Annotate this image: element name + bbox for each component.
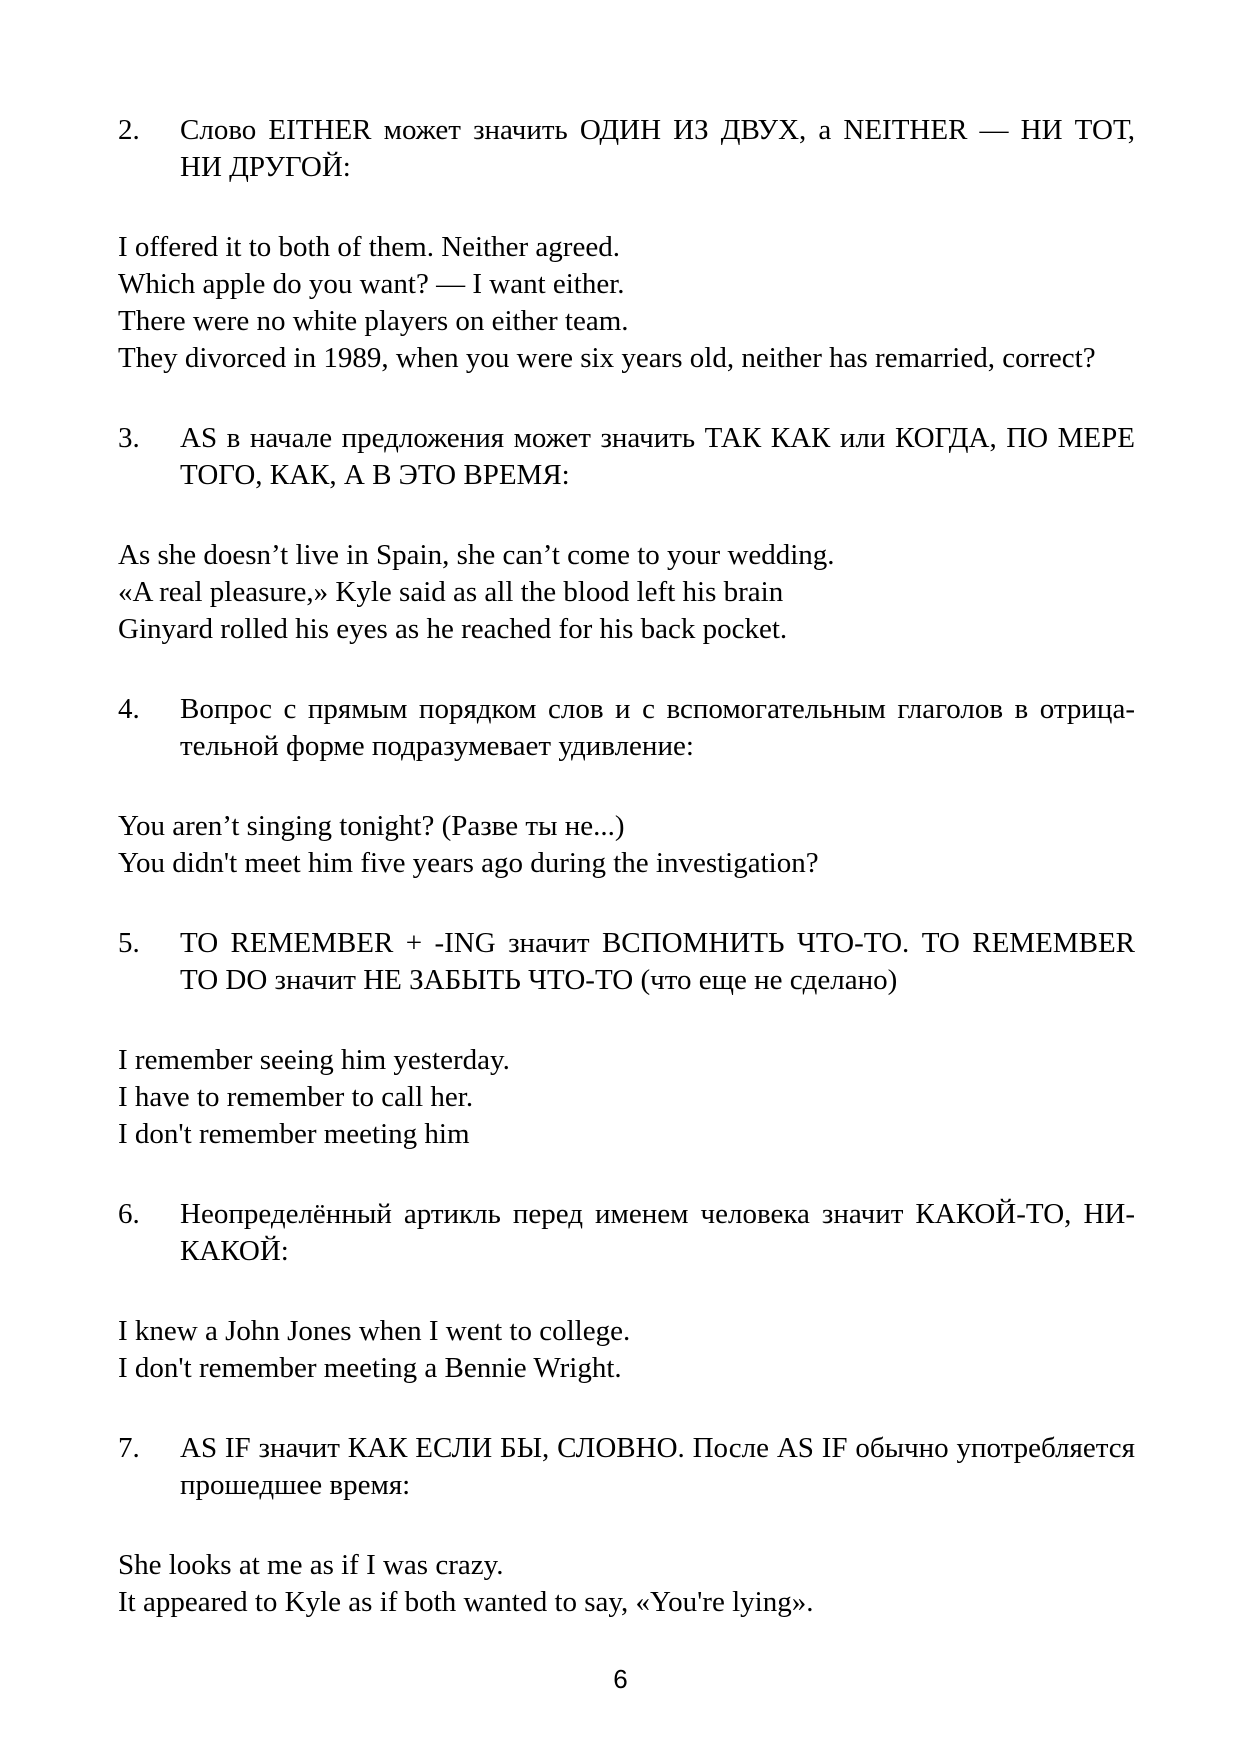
rule-heading-line: TO DO значит НЕ ЗАБЫТЬ ЧТО-ТО (что еще не сделано) (180, 964, 898, 996)
rule-heading (118, 112, 1135, 186)
example-sentence: I offered it to both of them. Neither agreed. (118, 231, 620, 263)
rule-heading (118, 420, 1135, 494)
example-group (118, 537, 1241, 648)
rule-heading (118, 925, 1135, 999)
rule-section (118, 925, 1241, 1153)
example-sentence: «A real pleasure,» Kyle said as all the blood left his brain (118, 576, 784, 608)
example-sentence: I don't remember meeting a Bennie Wright. (118, 1352, 622, 1384)
rule-number: 5. (118, 927, 140, 959)
rule-section (118, 1430, 1241, 1621)
rule-heading-line: TO REMEMBER + -ING значит ВСПОМНИТЬ ЧТО-ТО. TO REMEMBER (180, 927, 1135, 959)
example-group (118, 229, 1241, 377)
rule-heading-line: Неопределённый артикль перед именем человека значит КАКОЙ-ТО, НИ- (180, 1198, 1135, 1230)
rule-section (118, 112, 1241, 377)
example-group (118, 1042, 1241, 1153)
rule-heading (118, 1430, 1135, 1504)
example-sentence: You aren’t singing tonight? (Разве ты не...) (118, 810, 625, 842)
example-sentence: She looks at me as if I was crazy. (118, 1549, 504, 1581)
example-sentence: It appeared to Kyle as if both wanted to say, «You're lying». (118, 1586, 814, 1618)
example-sentence: I knew a John Jones when I went to college. (118, 1315, 631, 1347)
example-sentence: You didn't meet him five years ago during the investigation? (118, 847, 819, 879)
rule-heading-line: ТОГО, КАК, А В ЭТО ВРЕМЯ: (180, 459, 570, 491)
example-group (118, 1313, 1241, 1387)
rule-section (118, 1196, 1241, 1387)
example-group (118, 1547, 1241, 1621)
rule-number: 4. (118, 693, 140, 725)
rule-number: 2. (118, 114, 140, 146)
example-sentence: I remember seeing him yesterday. (118, 1044, 510, 1076)
example-sentence: Which apple do you want? — I want either. (118, 268, 625, 300)
rule-number: 7. (118, 1432, 140, 1464)
rule-heading-line: Вопрос с прямым порядком слов и с вспомогательным глаголов в отрица- (180, 693, 1135, 725)
rule-heading (118, 1196, 1135, 1270)
rule-number: 3. (118, 422, 140, 454)
example-sentence: I have to remember to call her. (118, 1081, 474, 1113)
rule-section (118, 691, 1241, 882)
page-number: 6 (613, 1664, 628, 1694)
rule-heading-line: НИ ДРУГОЙ: (180, 151, 351, 183)
rule-number: 6. (118, 1198, 140, 1230)
rule-heading-line: КАКОЙ: (180, 1235, 289, 1267)
example-sentence: As she doesn’t live in Spain, she can’t come to your wedding. (118, 539, 835, 571)
rule-heading-line: AS в начале предложения может значить ТАК КАК или КОГДА, ПО МЕРЕ (180, 422, 1135, 454)
rule-heading-line: тельной форме подразумевает удивление: (180, 730, 694, 762)
example-sentence: There were no white players on either team. (118, 305, 629, 337)
rule-heading-line: AS IF значит КАК ЕСЛИ БЫ, СЛОВНО. После AS IF обычно употребляется (180, 1432, 1135, 1464)
rule-heading-line: Слово EITHER может значить ОДИН ИЗ ДВУХ, а NEITHER — НИ ТОТ, (180, 114, 1135, 146)
example-group (118, 808, 1241, 882)
example-sentence: Ginyard rolled his eyes as he reached for his back pocket. (118, 613, 788, 645)
example-sentence: They divorced in 1989, when you were six years old, neither has remarried, correct? (118, 342, 1096, 374)
rule-section (118, 420, 1241, 648)
rule-heading (118, 691, 1135, 765)
example-sentence: I don't remember meeting him (118, 1118, 470, 1150)
rule-heading-line: прошедшее время: (180, 1469, 411, 1501)
